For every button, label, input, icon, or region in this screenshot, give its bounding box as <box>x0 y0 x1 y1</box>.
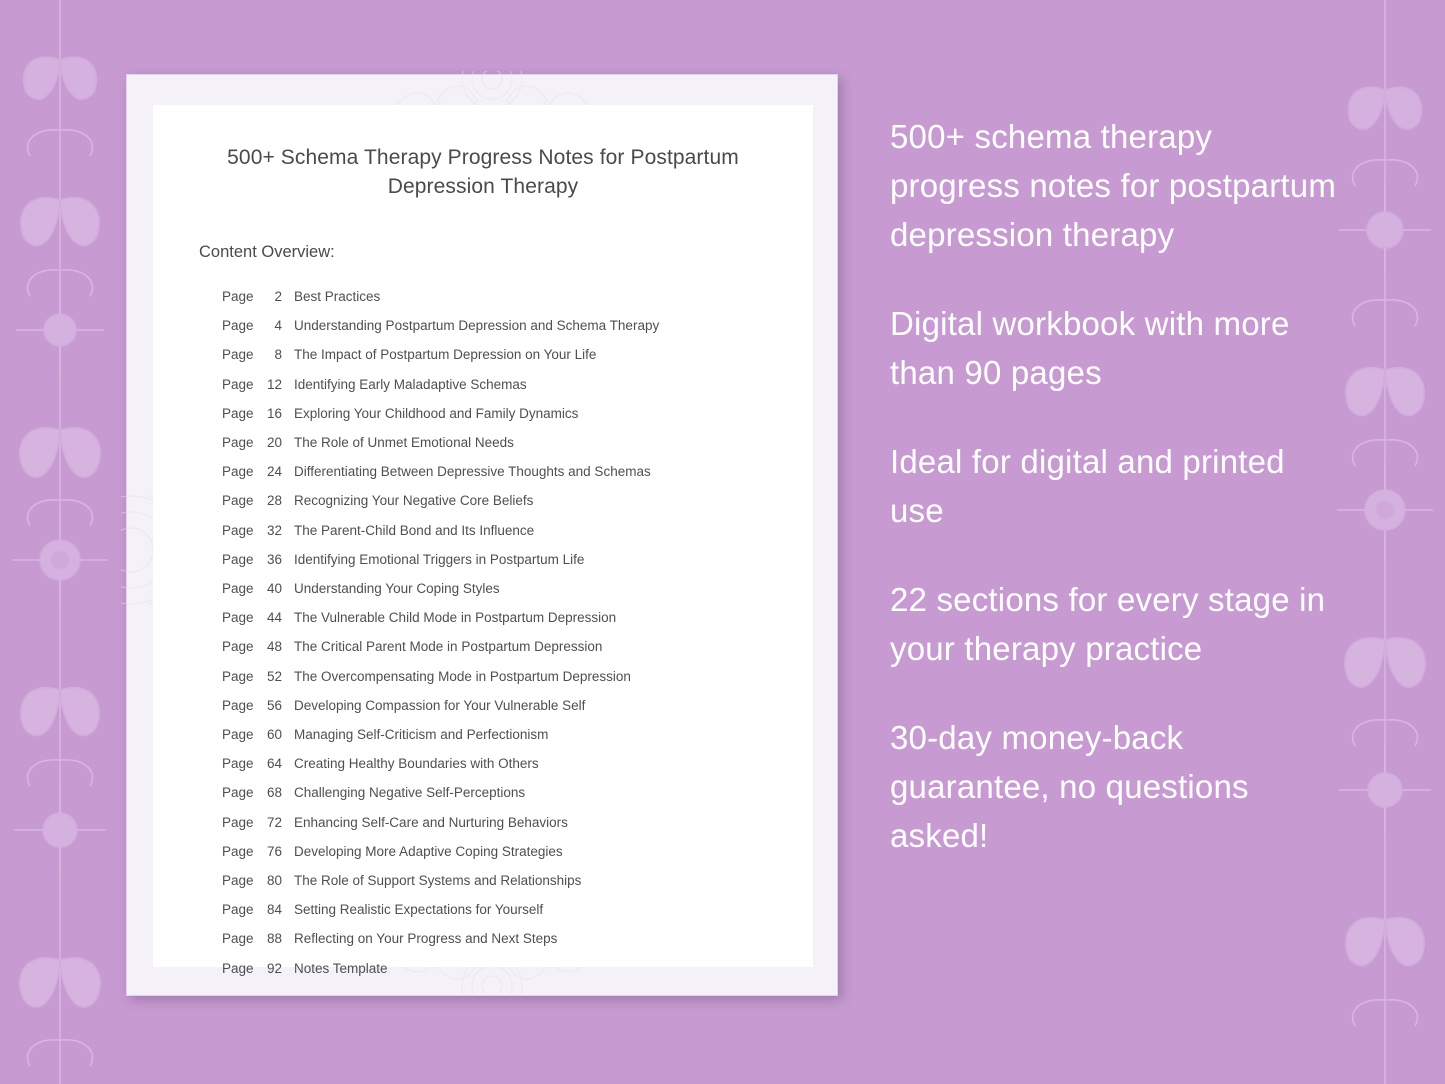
toc-page-label: Page <box>222 697 254 713</box>
toc-page-number: 32 <box>266 522 282 538</box>
toc-entry-title: Best Practices <box>294 289 381 304</box>
toc-page-number: 36 <box>266 551 282 567</box>
toc-page-number: 60 <box>266 727 282 743</box>
toc-page-number: 2 <box>274 289 282 304</box>
toc-page-label: Page <box>222 493 254 509</box>
toc-row <box>222 691 767 720</box>
toc-page-label: Page <box>222 931 254 947</box>
toc-entry-title: Differentiating Between Depressive Thoughts and Schemas <box>294 464 651 480</box>
toc-page-label: Page <box>222 464 254 480</box>
toc-entry-title: Setting Realistic Expectations for Yourself <box>294 902 544 918</box>
toc-entry-title: The Critical Parent Mode in Postpartum Depression <box>294 639 603 655</box>
toc-page-number: 76 <box>266 843 282 859</box>
toc-page-label: Page <box>222 522 254 538</box>
toc-row <box>222 516 767 545</box>
toc-page-number: 20 <box>266 435 282 451</box>
toc-entry-title: Challenging Negative Self-Perceptions <box>294 785 526 801</box>
toc-row <box>222 954 767 983</box>
toc-entry-title: Notes Template <box>294 960 388 976</box>
toc-page-label: Page <box>222 435 254 451</box>
page-title: 500+ Schema Therapy Progress Notes for Postpartum Depression Therapy <box>227 146 739 198</box>
toc-page-number: 8 <box>274 347 282 363</box>
toc-row <box>222 282 767 311</box>
marketing-copy-block: 30-day money-back guarantee, no questions asked! <box>890 719 1249 854</box>
toc-page-number: 80 <box>266 873 282 889</box>
toc-page-number: 48 <box>266 639 282 655</box>
page-content <box>153 105 813 976</box>
toc-entry-title: Understanding Postpartum Depression and Schema Therapy <box>294 318 660 334</box>
toc-row <box>222 486 767 515</box>
toc-row <box>222 895 767 924</box>
toc-page-label: Page <box>222 814 254 830</box>
toc-row <box>222 399 767 428</box>
toc-page-label: Page <box>222 405 254 421</box>
toc-page-label: Page <box>222 902 254 918</box>
toc-entry-title: The Vulnerable Child Mode in Postpartum Depression <box>294 610 617 626</box>
toc-page-number: 16 <box>266 405 282 421</box>
toc-entry-title: Understanding Your Coping Styles <box>294 581 500 597</box>
toc-page-number: 44 <box>266 610 282 626</box>
toc-row <box>222 632 767 661</box>
content-overview-label: Content Overview: <box>199 243 335 261</box>
toc-row <box>222 749 767 778</box>
toc-row <box>222 924 767 953</box>
toc-page-number: 40 <box>266 581 282 597</box>
toc-entry-title: Recognizing Your Negative Core Beliefs <box>294 493 534 509</box>
toc-row <box>222 720 767 749</box>
toc-page-label: Page <box>222 843 254 859</box>
toc-row <box>222 837 767 866</box>
toc-row <box>222 574 767 603</box>
toc-page-label: Page <box>222 873 254 889</box>
toc-entry-title: The Impact of Postpartum Depression on Your Life <box>294 347 597 363</box>
toc-page-label: Page <box>222 376 254 392</box>
toc-page-label: Page <box>222 639 254 655</box>
toc-entry-title: Enhancing Self-Care and Nurturing Behaviors <box>294 814 568 830</box>
toc-page-label: Page <box>222 289 254 304</box>
marketing-copy-block: Ideal for digital and printed use <box>890 443 1285 529</box>
toc-page-number: 4 <box>274 318 282 334</box>
marketing-copy-block: 500+ schema therapy progress notes for postpartum depression therapy <box>890 118 1337 253</box>
marketing-copy <box>890 0 1350 1084</box>
toc-entry-title: Reflecting on Your Progress and Next Steps <box>294 931 558 947</box>
toc-entry-title: Exploring Your Childhood and Family Dynamics <box>294 405 579 421</box>
toc-entry-title: The Parent-Child Bond and Its Influence <box>294 522 535 538</box>
toc-entry-title: Managing Self-Criticism and Perfectionism <box>294 727 549 743</box>
toc-page-number: 12 <box>266 376 282 392</box>
toc-row <box>222 457 767 486</box>
toc-page-label: Page <box>222 727 254 743</box>
toc-page-label: Page <box>222 960 254 976</box>
toc-page-number: 24 <box>266 464 282 480</box>
toc-row <box>222 311 767 340</box>
marketing-copy-block: Digital workbook with more than 90 pages <box>890 305 1290 391</box>
table-of-contents <box>199 282 767 983</box>
toc-entry-title: Developing Compassion for Your Vulnerable Self <box>294 697 586 713</box>
toc-page-number: 56 <box>266 697 282 713</box>
toc-page-label: Page <box>222 581 254 597</box>
toc-page-label: Page <box>222 551 254 567</box>
toc-entry-title: The Role of Support Systems and Relationships <box>294 873 582 889</box>
toc-page-label: Page <box>222 318 254 334</box>
toc-row <box>222 340 767 369</box>
toc-row <box>222 428 767 457</box>
toc-entry-title: Identifying Early Maladaptive Schemas <box>294 376 527 392</box>
toc-row <box>222 662 767 691</box>
toc-row <box>222 866 767 895</box>
toc-page-number: 88 <box>266 931 282 947</box>
toc-page-number: 72 <box>266 814 282 830</box>
toc-entry-title: The Overcompensating Mode in Postpartum Depression <box>294 668 631 684</box>
toc-page-label: Page <box>222 785 254 801</box>
toc-page-label: Page <box>222 610 254 626</box>
toc-entry-title: The Role of Unmet Emotional Needs <box>294 435 514 451</box>
toc-page-number: 52 <box>266 668 282 684</box>
toc-page-number: 84 <box>266 902 282 918</box>
marketing-copy-block: 22 sections for every stage in your therapy practice <box>890 581 1326 667</box>
toc-row <box>222 603 767 632</box>
toc-page-number: 28 <box>266 493 282 509</box>
workbook-page <box>126 74 838 996</box>
toc-row <box>222 545 767 574</box>
toc-entry-title: Creating Healthy Boundaries with Others <box>294 756 539 772</box>
toc-page-number: 68 <box>266 785 282 801</box>
toc-page-label: Page <box>222 668 254 684</box>
toc-entry-title: Identifying Emotional Triggers in Postpartum Life <box>294 551 585 567</box>
toc-entry-title: Developing More Adaptive Coping Strategies <box>294 843 563 859</box>
toc-row <box>222 808 767 837</box>
toc-page-label: Page <box>222 347 254 363</box>
toc-row <box>222 778 767 807</box>
toc-page-number: 64 <box>266 756 282 772</box>
toc-row <box>222 370 767 399</box>
toc-page-number: 92 <box>266 960 282 976</box>
toc-page-label: Page <box>222 756 254 772</box>
